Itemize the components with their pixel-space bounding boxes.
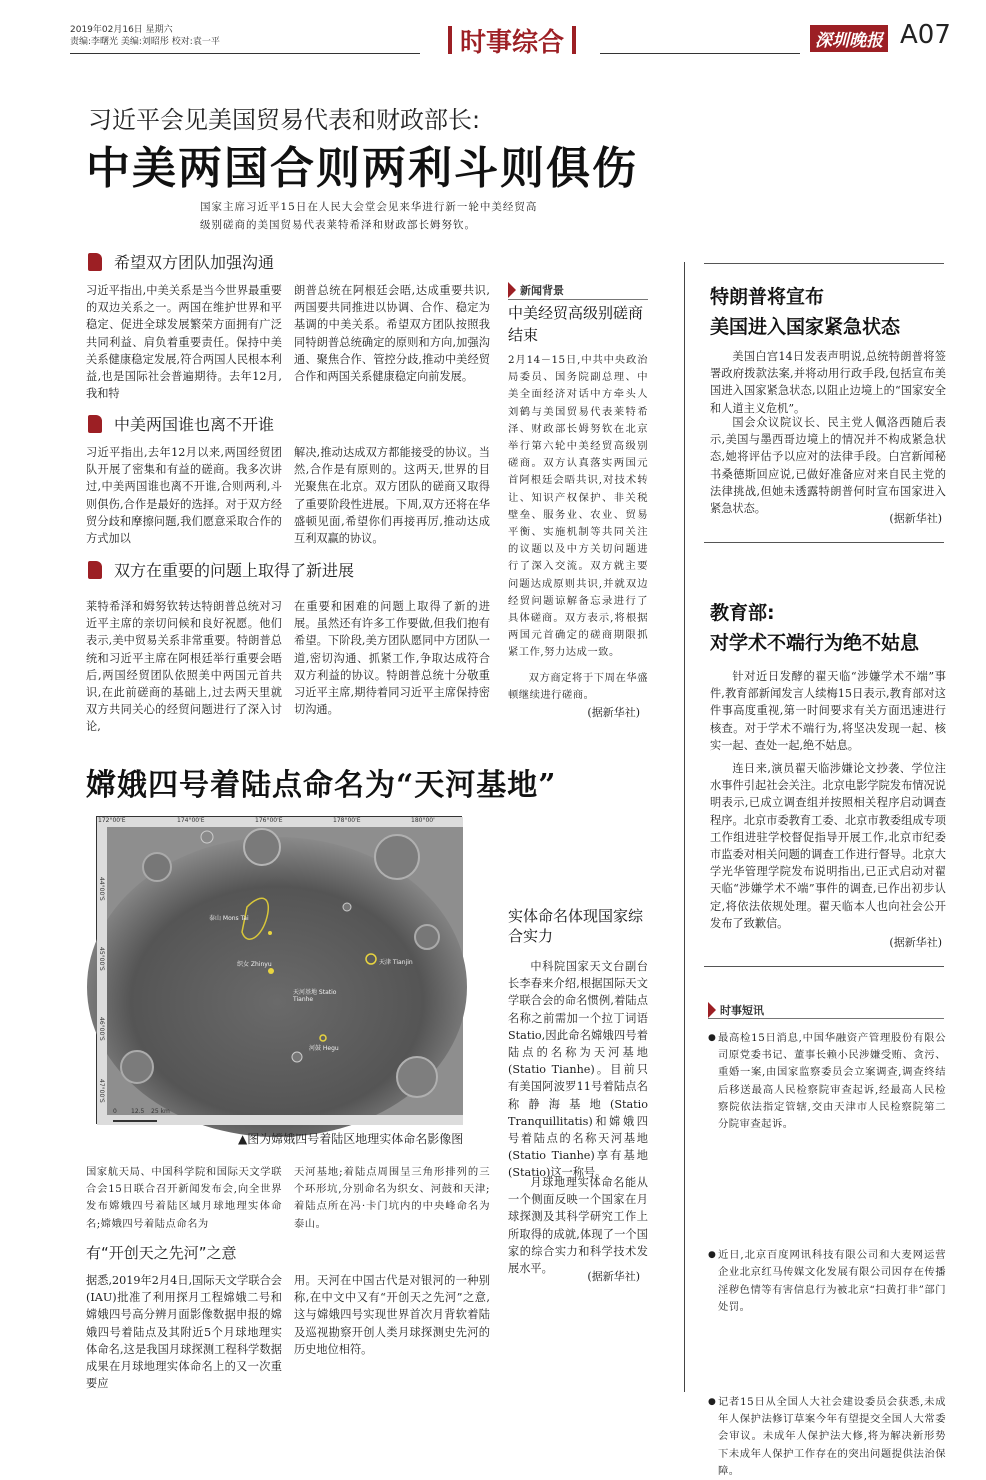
education-p1: 针对近日发酵的翟天临“涉嫌学术不端”事件,教育部新闻发言人续梅15日表示,教育部对这件事高度重视,第一时间要求有关方面迅速进行核查。对于学术不端行为,将坚决发现一起、核实一起、查处一起,绝不姑息。 (710, 670, 946, 752)
section-title: 时事综合 (459, 27, 564, 58)
brief-item: ● 最高检15日消息,中国华融资产管理股份有限公司原党委书记、董事长赖小民涉嫌受贿、贪污、重婚一案,由国家监察委员会立案调查,调查终结后移送最高人民检察院审查起诉,经最高人民检察院依法指定管辖,交由天津市人民检察院第二分院审查起诉。 (708, 1030, 946, 1133)
background-body: 2月14－15日,中共中央政治局委员、国务院副总理、中美全面经济对话中方牵头人刘鹤与美国贸易代表莱特希泽、财政部长姆努钦在北京举行第六轮中美经贸高级别磋商。双方认真落实两国元首阿根廷会晤共识,对技术转让、知识产权保护、非关税壁垒、服务业、农业、贸易平衡、实施机制等共同关注的议题以及中方关切问题进行了深入交流。双方就主要问题达成原则共识,并就双边经贸问题谅解备忘录进行了具体磋商。双方表示,将根据两国元首确定的磋商期限抓紧工作,努力达成一致。 (508, 354, 648, 659)
lunar-map-image (97, 817, 463, 1125)
map-lon-label: 176°00'E (255, 817, 283, 824)
map-scale-label: 12.5 (131, 1108, 145, 1115)
tag-marker-icon (708, 1002, 716, 1018)
background-credit: (据新华社) (587, 706, 640, 719)
subhead-2 (88, 412, 274, 435)
moon-side-body: 中科院国家天文台副台长李春来介绍,根据国际天文学联合会的命名惯例,着陆点名称之前需加一个拉丁词语Statio,因此命名嫦娥四号着陆点的名称为天河基地(Statio Tianhe)。目前只有美国阿波罗11号着陆点名称静海基地(Statio Tranquillitatis)和嫦娥四号着陆点的名称天河基地(Statio Tianhe)享有基地(Statio)这一称号。 (508, 960, 648, 1180)
sidebar-rule-2 (704, 542, 944, 543)
subhead-3-text: 双方在重要的问题上取得了新进展 (114, 561, 355, 580)
background-body-2: 双方商定将于下周在华盛顿继续进行磋商。 (508, 672, 648, 702)
column-divider (684, 262, 685, 1392)
newspaper-logo: 深圳晚报 (810, 25, 888, 52)
page-number: A07 (900, 20, 951, 50)
zhinyu-marker (268, 968, 274, 974)
map-lat-label: 47°00'S (98, 1079, 105, 1103)
masthead-date: 2019年02月16日 星期六 (70, 25, 173, 35)
trump-credit: (据新华社) (889, 512, 942, 525)
moon-side-body-2: 月球地理实体命名能从一个侧面反映一个国家在月球探测及其科学研究工作上所取得的成就,体现了一个国家的综合实力和科学技术发展水平。 (508, 1176, 648, 1276)
map-feature-label: 织女 Zhinyu (237, 961, 272, 968)
subhead-marker (88, 561, 102, 579)
map-lon-label: 180°00' (411, 817, 435, 824)
map-scale-label: 0 (113, 1108, 117, 1115)
section-banner (432, 18, 592, 62)
masthead-editors: 责编:李曙光 美编:刘昭彤 校对:袁一平 (70, 37, 220, 47)
moon-side-credit: (据新华社) (587, 1270, 640, 1283)
trump-p1: 美国白宫14日发表声明说,总统特朗普将签署政府拨款法案,并将动用行政手段,包括宣布美国进入国家紧急状态,以阻止边境上的“国家安全和人道主义危机”。 (710, 350, 946, 415)
map-lon-label: 172°00'E (98, 817, 126, 824)
map-caption: ▲图为嫦娥四号着陆区地理实体命名影像图 (238, 1132, 464, 1146)
section-1-col-2: 朗普总统在阿根廷会晤,达成重要共识,两国要共同推进以协调、合作、稳定为基调的中美关系。希望双方团队按照我同特朗普总统确定的原则和方向,加强沟通、聚焦合作、管控分歧,推动中美经贸合作和两国关系健康稳定向前发展。 (294, 284, 490, 384)
moon-intro-col-1: 国家航天局、中国科学院和国际天文学联合会15日联合召开新闻发布会,向全世界发布嫦娥四号着陆区域月球地理实体命名;嫦娥四号着陆点命名为 (86, 1166, 282, 1230)
trump-p2: 国会众议院议长、民主党人佩洛西随后表示,美国与墨西哥边境上的情况并不构成紧急状态,她将评估予以应对的法律手段。白宫新闻秘书桑德斯回应说,已做好准备应对来自民主党的法律挑战,但她未透露特朗普何时宣布国家进入紧急状态。 (710, 416, 946, 516)
background-title: 中美经贸高级别磋商结束 (508, 304, 644, 344)
map-lat-label: 44°00'S (98, 877, 105, 901)
moon-side-head: 实体命名体现国家综合实力 (508, 907, 644, 945)
moon-headline: 嫦娥四号着陆点命名为“天河基地” (86, 768, 557, 803)
map-scale-label: 25 km (151, 1108, 170, 1115)
subhead-marker (88, 415, 102, 433)
subhead-2-text: 中美两国谁也离不开谁 (114, 415, 275, 434)
map-lat-label: 46°00'S (98, 1017, 105, 1041)
masthead-rule-right (600, 53, 800, 54)
section-2-col-1: 习近平指出,去年12月以来,两国经贸团队开展了密集和有益的磋商。我多次讲过,中美两国谁也离不开谁,合则两利,斗则俱伤,合作是最好的选择。对于双方经贸分歧和摩擦问题,我们愿意采取合作的方式加以 (86, 446, 282, 546)
moon-subhead: 有“开创天之先河”之意 (86, 1244, 237, 1262)
map-lon-label: 178°00'E (333, 817, 361, 824)
subhead-marker (88, 253, 102, 271)
brief-item: ● 记者15日从全国人大社会建设委员会获悉,未成年人保护法修订草案今年有望提交全国人大常委会审议。未成年人保护法大修,将为解决新形势下未成年人保护工作存在的突出问题提供法治保障。 (708, 1394, 946, 1480)
education-p2: 连日来,演员翟天临涉嫌论文抄袭、学位注水事件引起社会关注。北京电影学院发布情况说明表示,已成立调查组并按照相关程序启动调查程序。北京市委教育工委、北京市教委组成专项工作组进驻学校督促指导开展工作,北京市纪委市监委对相关问题的调查工作进行督导。北京大学光华管理学院发布说明指出,已正式启动对翟天临“涉嫌学术不端”事件的调查,已作出初步认定,将依法依规处理。翟天临本人也向社会公开发布了致歉信。 (710, 762, 946, 930)
lead-lede: 国家主席习近平15日在人民大会堂会见来华进行新一轮中美经贸高级别磋商的美国贸易代表莱特希泽和财政部长姆努钦。 (200, 201, 538, 231)
map-lon-label: 174°00'E (177, 817, 205, 824)
map-feature-label: 天津 Tianjin (379, 959, 413, 966)
briefs-rule (708, 1018, 944, 1019)
subhead-3 (88, 558, 354, 581)
sidebar-rule-3 (704, 966, 944, 967)
education-credit: (据新华社) (889, 936, 942, 949)
subhead-1 (88, 250, 274, 273)
briefs-tag: 时事短讯 (708, 1002, 764, 1018)
moon-intro-col-2: 天河基地;着陆点周围呈三角形排列的三个环形坑,分别命名为织女、河鼓和天津;着陆点所在冯·卡门坑内的中央峰命名为泰山。 (294, 1166, 490, 1230)
lead-headline: 中美两国合则两利斗则俱伤 (86, 143, 638, 194)
moon-body-col-2: 用。天河在中国古代是对银河的一种别称,在中文中又有“开创天之先河”之意,这与嫦娥四号实现世界首次月背软着陆及巡视勘察开创人类月球探测史先河的历史地位相符。 (294, 1274, 490, 1356)
moon-body-col-1: 据悉,2019年2月4日,国际天文学联合会(IAU)批准了利用探月工程嫦娥二号和嫦娥四号高分辨月面影像数据申报的嫦娥四号着陆点及其附近5个月球地理实体命名,这是我国月球探测工程科学数据成果在月球地理实体命名上的又一次重要应 (86, 1274, 282, 1391)
map-feature-label: 天河基地 Statio Tianhe (293, 989, 337, 1003)
background-rule (508, 299, 648, 300)
sidebar-rule-1 (704, 263, 944, 264)
landing-site-map (96, 816, 462, 1124)
section-1-col-1: 习近平指出,中美关系是当今世界最重要的双边关系之一。两国在维护世界和平稳定、促进全球发展繁荣方面拥有广泛共同利益、肩负着重要责任。保持中美关系健康稳定发展,符合两国人民根本利益,也是国际社会普遍期待。去年12月,我和特 (86, 284, 282, 401)
section-3-col-1: 莱特希泽和姆努钦转达特朗普总统对习近平主席的亲切问候和良好祝愿。他们表示,美中贸易关系非常重要。特朗普总统和习近平主席在阿根廷举行重要会晤后,两国经贸团队依照美中两国元首共识,在此前磋商的基础上,过去两天里就双方共同关心的经贸问题进行了深入讨论, (86, 600, 282, 734)
brief-item: ● 近日,北京百度网讯科技有限公司和大麦网运营企业北京红马传媒文化发展有限公司因存在传播淫秽色情等有害信息行为被北京“扫黄打非”部门处罚。 (708, 1247, 946, 1316)
section-2-col-2: 解决,推动达成双方都能接受的协议。当然,合作是有原则的。这两天,世界的目光聚焦在北京。双方团队的磋商又取得了重要阶段性进展。下周,双方还将在华盛顿见面,希望你们再接再厉,推动达成互利双赢的协议。 (294, 446, 490, 546)
masthead-rule-left (70, 53, 420, 54)
map-lat-label: 45°00'S (98, 947, 105, 971)
lead-kicker: 习近平会见美国贸易代表和财政部长: (88, 106, 481, 134)
section-3-col-2: 在重要和困难的问题上取得了新的进展。虽然还有许多工作要做,但我们抱有希望。下阶段,美方团队愿同中方团队一道,密切沟通、抓紧工作,争取达成符合双方利益的协议。特朗普总统十分敬重习近平主席,期待着同习近平主席保持密切沟通。 (294, 600, 490, 717)
subhead-1-text: 希望双方团队加强沟通 (114, 253, 275, 272)
education-title: 教育部: 对学术不端行为绝不姑息 (710, 602, 920, 654)
trump-title: 特朗普将宣布 美国进入国家紧急状态 (710, 286, 901, 338)
tag-marker-icon (508, 282, 516, 298)
background-tag: 新闻背景 (508, 282, 564, 298)
landing-site-marker (268, 931, 272, 935)
masthead-meta (70, 24, 220, 48)
map-feature-label: 泰山 Mons Tai (209, 915, 249, 922)
map-feature-label: 河鼓 Hegu (309, 1045, 339, 1052)
